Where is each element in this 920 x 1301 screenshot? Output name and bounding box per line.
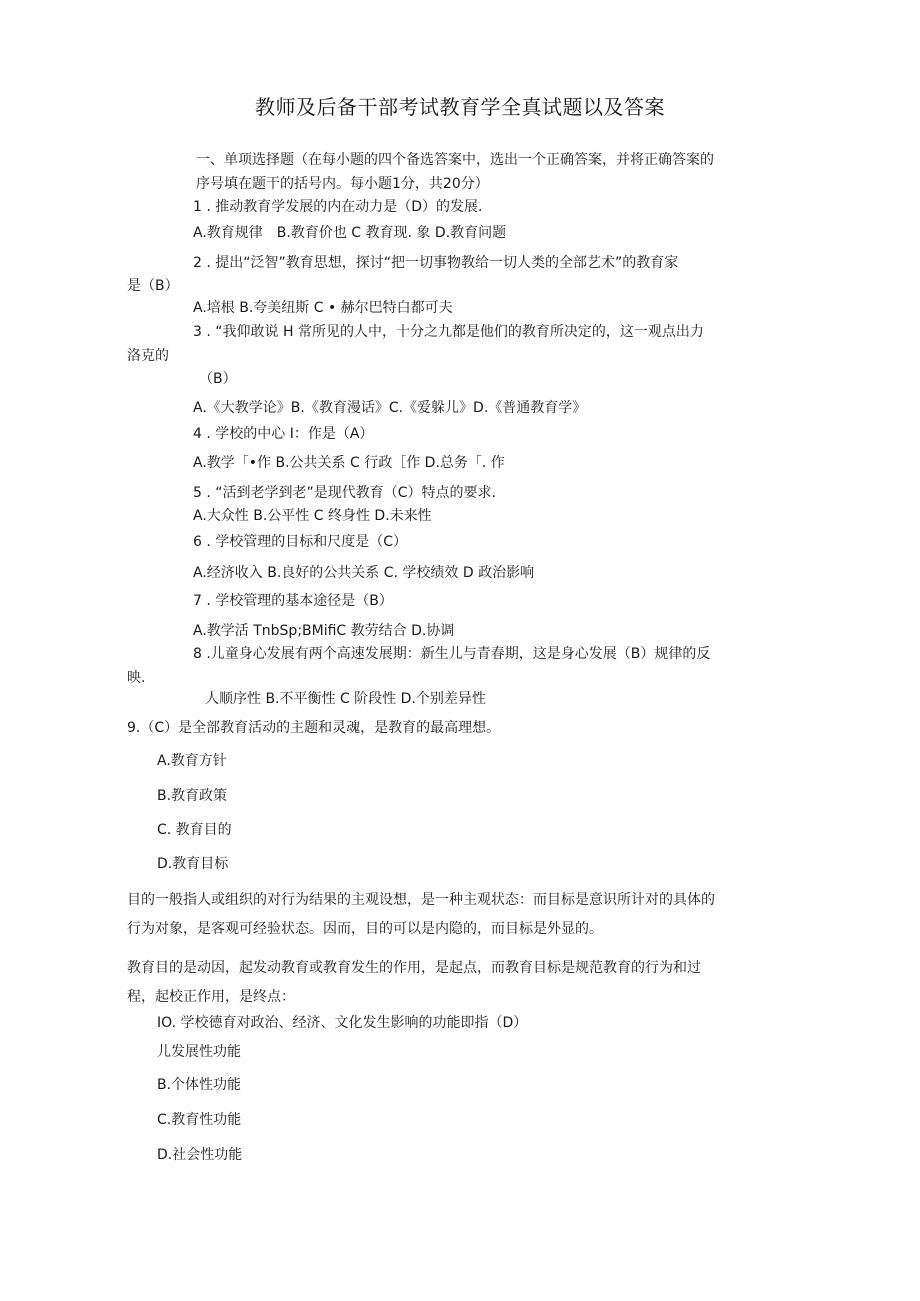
question-6-options: A.经济收入 B.良好的公共关系 C. 学校绩效 D 政治影响: [193, 565, 535, 581]
question-9-option-c: C. 教育目的: [157, 822, 232, 838]
question-8-continued: 映.: [127, 670, 146, 686]
explanation-paragraph-2-line-1: 教育目的是动因，起发动教育或教育发生的作用，是起点，而教育目标是规范教育的行为和过: [127, 960, 701, 976]
question-9-option-d: D.教育目标: [157, 856, 229, 872]
explanation-paragraph-1-line-2: 行为对象，是客观可经验状态。因而，目的可以是内隐的，而目标是外显的。: [127, 921, 603, 937]
question-9-option-a: A.教育方针: [157, 753, 227, 769]
question-5-options: A.大众性 B.公平性 C 终身性 D.未来性: [193, 508, 432, 524]
question-9: 9.（C）是全部教育活动的主题和灵魂，是教育的最高理想。: [127, 720, 501, 736]
question-2-continued: 是（B）: [127, 278, 179, 294]
question-3-answer: （B）: [199, 371, 237, 387]
question-10-option-d: D.社会性功能: [157, 1147, 243, 1163]
explanation-paragraph-2-line-2: 程，起校正作用，是终点：: [127, 989, 295, 1005]
question-2: 2 . 提出“泛智”教育思想，探讨“把一切事物教给一切人类的全部艺术”的教育家: [193, 255, 679, 271]
question-10: IO. 学校德育对政治、经济、文化发生影响的功能即指（D）: [157, 1015, 528, 1031]
question-2-options: A.培根 B.夸美纽斯 C • 赫尔巴特白都可夫: [193, 300, 453, 316]
section-heading-line-2: 序号填在题干的括号内。每小题1分，共20分）: [196, 176, 489, 192]
question-3-continued: 洛克的: [127, 348, 169, 364]
explanation-paragraph-1-line-1: 目的一般指人或组织的对行为结果的主观设想，是一种主观状态：而目标是意识所计对的具体的: [127, 892, 715, 908]
question-6: 6 . 学校管理的目标和尺度是（C）: [193, 534, 408, 550]
question-8: 8 .儿童身心发展有两个高速发展期：新生儿与青春期，这是身心发展（B）规律的反: [193, 646, 711, 662]
question-1: 1 . 推动教育学发展的内在动力是（D）的发展.: [193, 199, 483, 215]
question-9-option-b: B.教育政策: [157, 788, 228, 804]
question-5: 5 . “活到老学到老”是现代教育（C）特点的要求.: [193, 485, 496, 501]
question-3-options: A.《大教学论》B.《教育漫话》C.《爱躲儿》D.《普通教育学》: [193, 400, 587, 416]
question-7-options: A.教学活 TnbSp;BMifiC 教劳结合 D.协调: [193, 623, 455, 639]
question-4-options: A.教学「•作 B.公共关系 C 行政［作 D.总务「. 作: [193, 455, 505, 471]
question-10-option-b: B.个体性功能: [157, 1077, 242, 1093]
question-3: 3 . “我仰敢说 H 常所见的人中，十分之九都是他们的教育所决定的，这一观点出力: [193, 324, 704, 340]
question-10-option-c: C.教育性功能: [157, 1112, 242, 1128]
question-10-option-a: 儿发展性功能: [157, 1044, 241, 1060]
document-title: 教师及后备干部考试教育学全真试题以及答案: [255, 95, 665, 119]
question-7: 7 . 学校管理的基本途径是（B）: [193, 593, 393, 609]
question-1-options: A.教育规律 B.教育价也 C 教育现. 象 D.教育问题: [193, 225, 507, 241]
question-8-options: 人顺序性 B.不平衡性 C 阶段性 D.个别差异性: [205, 691, 486, 707]
question-4: 4 . 学校的中心 I：作是（A）: [193, 426, 374, 442]
section-heading-line-1: 一、单项选择题（在每小题的四个备选答案中，选出一个正确答案，并将正确答案的: [196, 152, 714, 168]
